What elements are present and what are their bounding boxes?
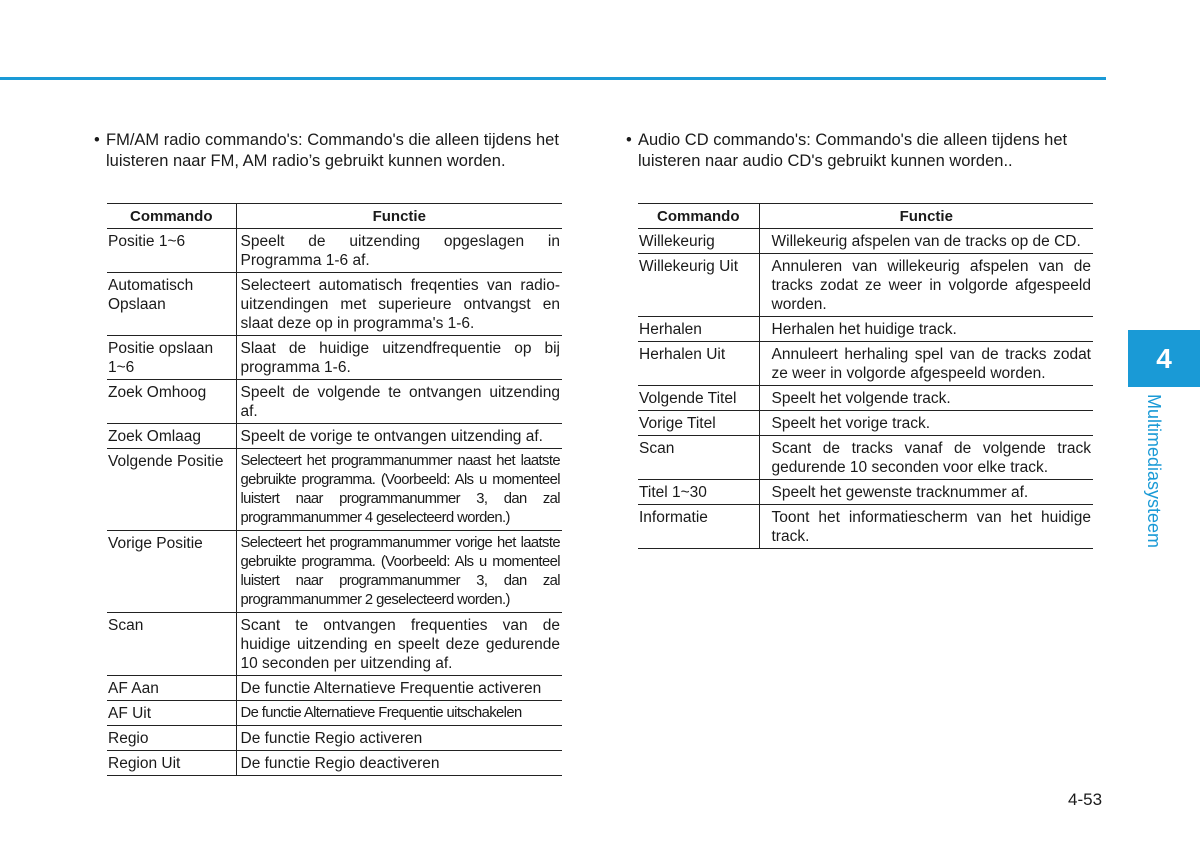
table-row xyxy=(107,336,562,380)
table-row xyxy=(107,380,562,424)
command-cell: Positie opslaan 1~6 xyxy=(107,336,236,380)
command-cell: Volgende Positie xyxy=(107,449,236,531)
command-cell: Willekeurig Uit xyxy=(638,254,759,317)
table-row xyxy=(107,273,562,336)
function-cell: Herhalen het huidige track. xyxy=(759,317,1093,342)
function-cell: Annuleren van willekeurig afspelen van de tracks zodat ze weer in volgorde afgespeeld worden. xyxy=(759,254,1093,317)
command-cell: Willekeurig xyxy=(638,229,759,254)
command-cell: AF Aan xyxy=(107,676,236,701)
function-cell: Slaat de huidige uitzendfrequentie op bij programma 1-6. xyxy=(236,336,562,380)
table-header-row xyxy=(638,204,1093,229)
function-cell: De functie Regio activeren xyxy=(236,726,562,751)
radio-commands-table xyxy=(107,203,562,776)
command-cell: Automatisch Opslaan xyxy=(107,273,236,336)
command-cell: Zoek Omlaag xyxy=(107,424,236,449)
audio-cd-commands-table xyxy=(638,203,1093,549)
table-row xyxy=(107,613,562,676)
intro-text: FM/AM radio commando's: Commando's die alleen tijdens het luisteren naar FM, AM radio’s gebruikt kunnen worden. xyxy=(106,131,559,170)
function-cell: Scant te ontvangen frequenties van de huidige uitzending en speelt deze gedurende 10 seconden per uitzending af. xyxy=(236,613,562,676)
command-cell: Informatie xyxy=(638,505,759,549)
column-header-functie: Functie xyxy=(759,204,1093,229)
function-cell: Selecteert het programmanummer vorige het laatste gebruikte programma. (Voorbeeld: Als u momenteel luistert naar programmanummer 3, dan zal programmanummer 2 geselecteerd worden.) xyxy=(236,531,562,613)
command-cell: Region Uit xyxy=(107,751,236,776)
command-cell: Scan xyxy=(638,436,759,480)
table-row xyxy=(107,531,562,613)
table-row xyxy=(638,505,1093,549)
function-cell: De functie Alternatieve Frequentie activeren xyxy=(236,676,562,701)
function-cell: Speelt de uitzending opgeslagen in Programma 1-6 af. xyxy=(236,229,562,273)
function-cell: De functie Regio deactiveren xyxy=(240,755,440,772)
function-cell: Speelt het gewenste tracknummer af. xyxy=(759,480,1093,505)
table-header-row xyxy=(107,204,562,229)
function-cell: Scant de tracks vanaf de volgende track gedurende 10 seconden voor elke track. xyxy=(759,436,1093,480)
function-cell: Toont het informatiescherm van het huidige track. xyxy=(771,509,1091,545)
intro-text: Audio CD commando's: Commando's die alleen tijdens het luisteren naar audio CD's gebruikt kunnen worden.. xyxy=(638,131,1068,170)
chapter-label: Multimediasysteem xyxy=(1144,394,1164,549)
chapter-tab xyxy=(1128,330,1200,387)
table-row xyxy=(107,726,562,751)
command-cell: Regio xyxy=(107,726,236,751)
function-cell: Willekeurig afspelen van de tracks op de CD. xyxy=(759,229,1093,254)
table-row xyxy=(638,411,1093,436)
table-row xyxy=(638,254,1093,317)
function-cell: De functie Alternatieve Frequentie uitschakelen xyxy=(236,701,562,726)
command-cell: Scan xyxy=(107,613,236,676)
command-cell: Herhalen Uit xyxy=(638,342,759,386)
intro-fm-am xyxy=(94,130,584,172)
command-cell: Titel 1~30 xyxy=(638,480,759,505)
function-cell: Selecteert automatisch freqenties van radio-uitzendingen met superieure ontvangst en slaat deze op in programma's 1-6. xyxy=(236,273,562,336)
command-cell: Vorige Titel xyxy=(638,411,759,436)
function-cell: Speelt de volgende te ontvangen uitzending af. xyxy=(236,380,562,424)
command-cell: Volgende Titel xyxy=(638,386,759,411)
column-header-commando: Commando xyxy=(638,204,759,229)
command-cell: AF Uit xyxy=(107,701,236,726)
column-header-commando: Commando xyxy=(107,204,236,229)
table-row xyxy=(638,386,1093,411)
header-rule xyxy=(0,77,1106,80)
page-number: 4-53 xyxy=(1068,790,1103,809)
table-row xyxy=(638,229,1093,254)
table-row xyxy=(107,701,562,726)
command-cell: Zoek Omhoog xyxy=(107,380,236,424)
function-cell: Speelt het vorige track. xyxy=(759,411,1093,436)
function-cell: Selecteert het programmanummer naast het laatste gebruikte programma. (Voorbeeld: Als u momenteel luistert naar programmanummer 3, dan zal programmanummer 4 geselecteerd worden.) xyxy=(236,449,562,531)
function-cell: Speelt de vorige te ontvangen uitzending af. xyxy=(236,424,562,449)
column-header-functie: Functie xyxy=(236,204,562,229)
table-row xyxy=(107,751,562,776)
function-cell: Speelt het volgende track. xyxy=(759,386,1093,411)
table-row xyxy=(638,480,1093,505)
command-cell: Positie 1~6 xyxy=(107,229,236,273)
table-row xyxy=(638,342,1093,386)
command-cell: Herhalen xyxy=(638,317,759,342)
intro-audio-cd xyxy=(626,130,1116,172)
command-cell: Vorige Positie xyxy=(107,531,236,613)
table-row xyxy=(107,449,562,531)
chapter-number: 4 xyxy=(1156,342,1172,374)
table-row xyxy=(107,229,562,273)
table-row xyxy=(638,436,1093,480)
table-row xyxy=(107,676,562,701)
table-row xyxy=(638,317,1093,342)
function-cell: Annuleert herhaling spel van de tracks zodat ze weer in volgorde afgespeeld worden. xyxy=(759,342,1093,386)
bullet: • xyxy=(626,131,632,149)
bullet: • xyxy=(94,131,100,149)
table-row xyxy=(107,424,562,449)
